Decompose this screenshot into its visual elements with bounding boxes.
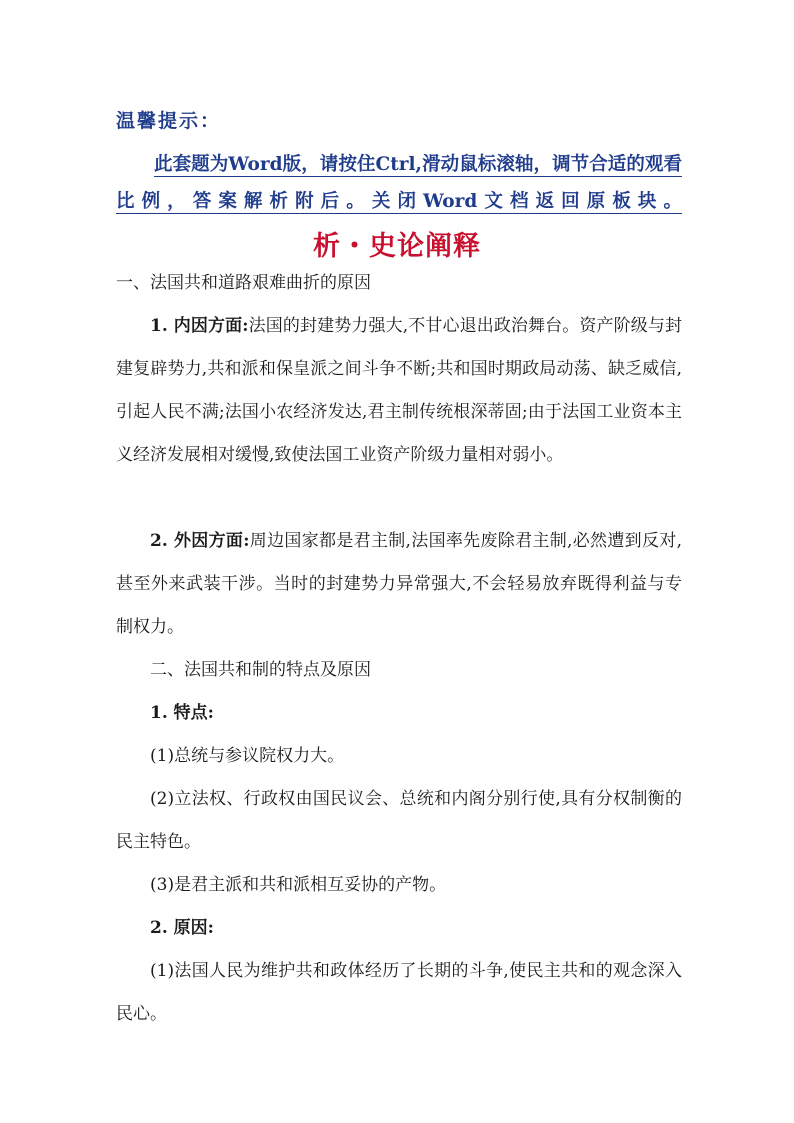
reason-1: (1)法国人民为维护共和政体经历了长期的斗争,使民主共和的观念深入民心。 xyxy=(116,961,682,1024)
section-title: 析・史论阐释 xyxy=(313,231,481,262)
notice-body-text: 此套题为Word版，请按住Ctrl,滑动鼠标滚轴，调节合适的观看比例，答案解析附后。关闭Word文档返回原板块。 xyxy=(116,154,682,212)
paragraph-internal-causes xyxy=(116,305,682,477)
text-internal-causes: 法国的封建势力强大,不甘心退出政治舞台。资产阶级与封建复辟势力,共和派和保皇派之间斗争不断;共和国时期政局动荡、缺乏威信,引起人民不满;法国小农经济发达,君主制传统根深蒂固;由于法国工业资本主义经济发展相对缓慢,致使法国工业资产阶级力量相对弱小。 xyxy=(116,316,682,465)
reasons-label: 2. 原因: xyxy=(150,918,214,938)
heading-2: 二、法国共和制的特点及原因 xyxy=(150,660,371,680)
notice-body xyxy=(116,146,682,220)
label-external-causes: 2. 外因方面: xyxy=(150,531,250,551)
notice-title: 温馨提示： xyxy=(116,110,222,132)
heading-1: 一、法国共和道路艰难曲折的原因 xyxy=(116,273,371,293)
feature-3: (3)是君主派和共和派相互妥协的产物。 xyxy=(150,875,447,895)
feature-2: (2)立法权、行政权由国民议会、总统和内阁分别行使,具有分权制衡的民主特色。 xyxy=(116,789,682,852)
feature-1: (1)总统与参议院权力大。 xyxy=(150,746,345,766)
paragraph-external-causes xyxy=(116,520,682,649)
text-external-causes: 周边国家都是君主制,法国率先废除君主制,必然遭到反对,甚至外来武装干涉。当时的封建势力异常强大,不会轻易放弃既得利益与专制权力。 xyxy=(116,531,682,637)
label-internal-causes: 1. 内因方面: xyxy=(150,316,249,336)
features-label: 1. 特点: xyxy=(150,703,214,723)
